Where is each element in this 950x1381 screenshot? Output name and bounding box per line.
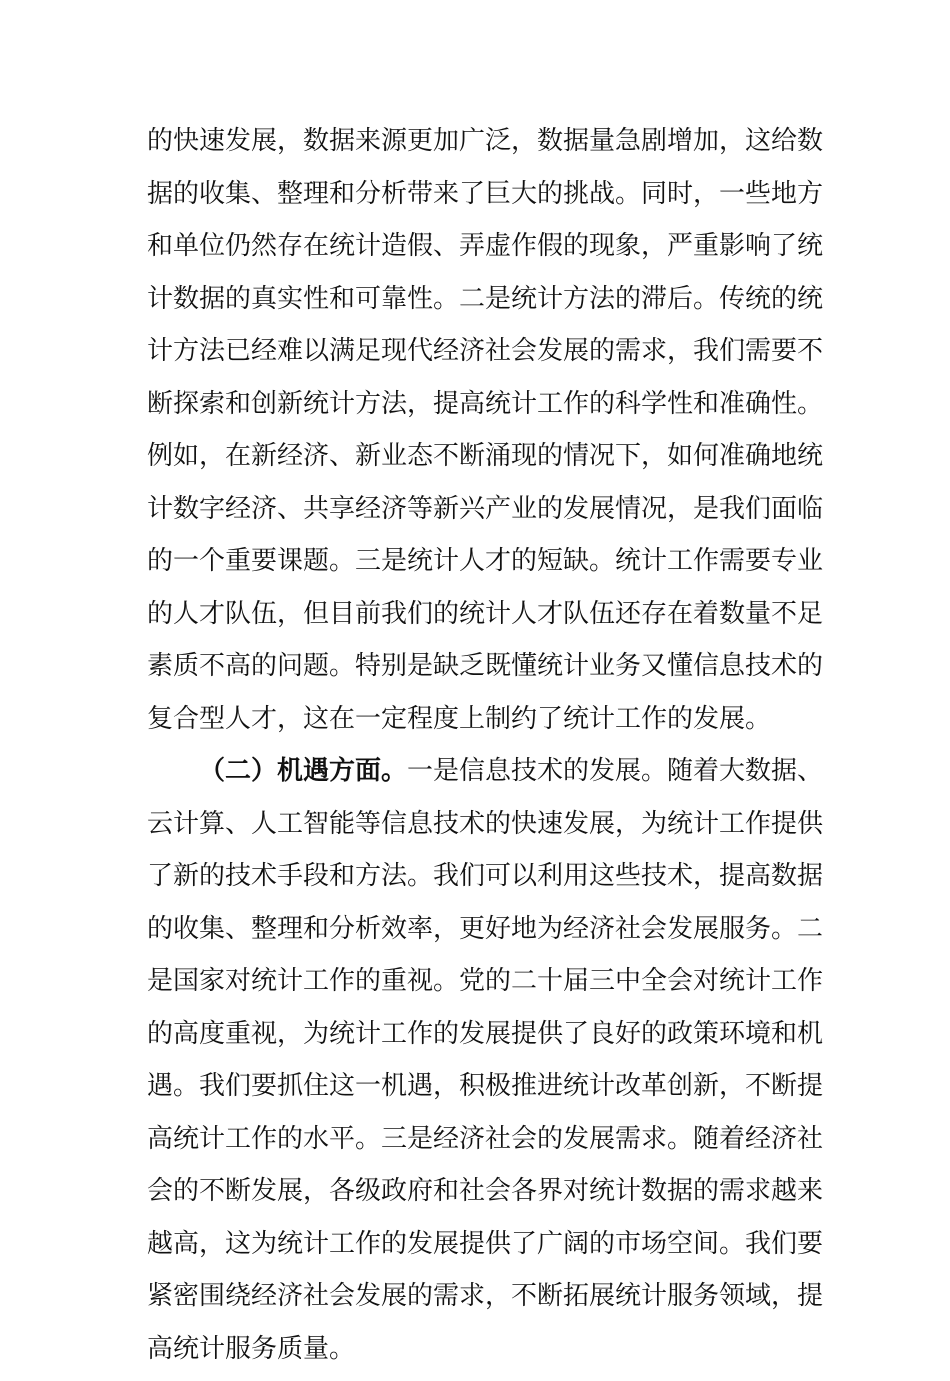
text-line: 的快速发展，数据来源更加广泛，数据量急剧增加，这给数 bbox=[147, 121, 812, 174]
text-line: 了新的技术手段和方法。我们可以利用这些技术，提高数据 bbox=[147, 856, 812, 909]
text-line: 会的不断发展，各级政府和社会各界对统计数据的需求越来 bbox=[147, 1171, 812, 1224]
paragraph-opportunities bbox=[147, 751, 812, 1381]
text-line: 遇。我们要抓住这一机遇，积极推进统计改革创新，不断提 bbox=[147, 1066, 812, 1119]
text-line: 越高，这为统计工作的发展提供了广阔的市场空间。我们要 bbox=[147, 1224, 812, 1277]
body-text bbox=[147, 121, 812, 1381]
text-line: 断探索和创新统计方法，提高统计工作的科学性和准确性。 bbox=[147, 384, 812, 437]
text-line: 和单位仍然存在统计造假、弄虚作假的现象，严重影响了统 bbox=[147, 226, 812, 279]
text-line: 的人才队伍，但目前我们的统计人才队伍还存在着数量不足 bbox=[147, 594, 812, 647]
text-line: 计方法已经难以满足现代经济社会发展的需求，我们需要不 bbox=[147, 331, 812, 384]
text-line: 高统计工作的水平。三是经济社会的发展需求。随着经济社 bbox=[147, 1119, 812, 1172]
text-line: 的收集、整理和分析效率，更好地为经济社会发展服务。二 bbox=[147, 909, 812, 962]
text-line: 复合型人才，这在一定程度上制约了统计工作的发展。 bbox=[147, 699, 812, 752]
text-line: 的一个重要课题。三是统计人才的短缺。统计工作需要专业 bbox=[147, 541, 812, 594]
text-line: 云计算、人工智能等信息技术的快速发展，为统计工作提供 bbox=[147, 804, 812, 857]
text-line: 计数字经济、共享经济等新兴产业的发展情况，是我们面临 bbox=[147, 489, 812, 542]
text-line: 的高度重视，为统计工作的发展提供了良好的政策环境和机 bbox=[147, 1014, 812, 1067]
text-line: 据的收集、整理和分析带来了巨大的挑战。同时，一些地方 bbox=[147, 174, 812, 227]
text-line: 素质不高的问题。特别是缺乏既懂统计业务又懂信息技术的 bbox=[147, 646, 812, 699]
text-line: 是国家对统计工作的重视。党的二十届三中全会对统计工作 bbox=[147, 961, 812, 1014]
text-line: 例如，在新经济、新业态不断涌现的情况下，如何准确地统 bbox=[147, 436, 812, 489]
paragraph-challenges bbox=[147, 121, 812, 751]
section-heading: （二）机遇方面。 bbox=[199, 756, 407, 786]
text-line: 计数据的真实性和可靠性。二是统计方法的滞后。传统的统 bbox=[147, 279, 812, 332]
text-line: 高统计服务质量。 bbox=[147, 1329, 812, 1381]
text-line-first bbox=[147, 751, 812, 804]
text-line: 紧密围绕经济社会发展的需求，不断拓展统计服务领域，提 bbox=[147, 1276, 812, 1329]
text-run: 一是信息技术的发展。随着大数据、 bbox=[407, 756, 823, 786]
